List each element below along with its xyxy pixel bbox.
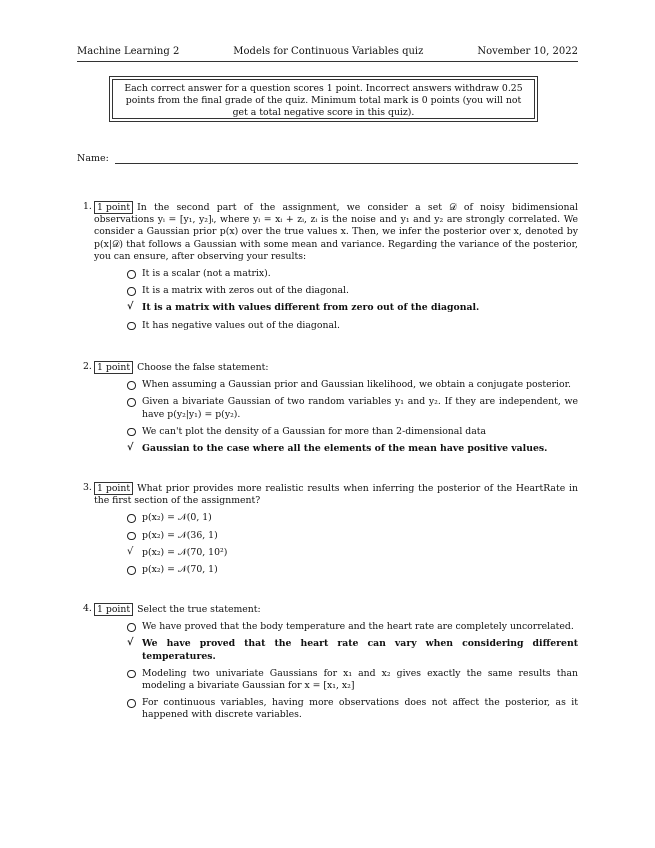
question-number: 4. [83,603,92,614]
option[interactable] [77,512,578,524]
option[interactable] [77,285,578,297]
question-number: 2. [83,361,92,372]
page-header [77,46,578,58]
points-badge: 1 point [94,201,133,214]
option-text: It has negative values out of the diagonal. [142,319,340,331]
radio-circle-icon[interactable] [127,566,136,575]
question-1 [77,201,578,337]
question-number: 3. [83,482,92,493]
option-text: Gaussian to the case where all the elements of the mean have positive values. [142,443,548,455]
question-number: 1. [83,201,92,212]
option[interactable] [77,564,578,576]
radio-circle-icon[interactable] [127,532,136,541]
option-text: p(x₂) = 𝒩(70, 1) [142,564,218,576]
question-text [77,201,578,263]
option-text: Given a bivariate Gaussian of two random variables y₁ and y₂. If they are independent, we have p(y₂|y₁) = p(y₂). [142,396,578,420]
header-rule [77,61,578,62]
option-text: We can't plot the density of a Gaussian for more than 2-dimensional data [142,425,487,437]
option-text: We have proved that the heart rate can vary when considering different temperatures. [142,638,578,662]
option[interactable] [77,268,578,280]
course-name: Machine Learning 2 [77,46,180,57]
radio-circle-icon[interactable] [127,287,136,296]
radio-circle-icon[interactable] [127,428,136,437]
radio-circle-icon[interactable] [127,270,136,279]
radio-circle-icon[interactable] [127,322,136,331]
option[interactable] [77,426,578,438]
question-text [77,361,578,374]
options-list [77,621,578,721]
radio-circle-icon[interactable] [127,699,136,708]
points-badge: 1 point [94,482,133,495]
checkmark-icon: √ [127,637,134,649]
radio-circle-icon[interactable] [127,514,136,523]
option-text: It is a matrix with zeros out of the diagonal. [142,285,349,297]
question-prompt: Select the true statement: [137,604,261,615]
option-correct[interactable] [77,547,578,559]
radio-circle-icon[interactable] [127,381,136,390]
option-text: It is a matrix with values different from zero out of the diagonal. [142,302,480,314]
quiz-date: November 10, 2022 [477,46,578,57]
option-text: p(x₂) = 𝒩(0, 1) [142,512,212,524]
option-text: It is a scalar (not a matrix). [142,268,271,280]
question-4 [77,603,578,727]
option-text: p(x₂) = 𝒩(36, 1) [142,529,218,541]
question-text [77,482,578,507]
option[interactable] [77,320,578,332]
option[interactable] [77,697,578,721]
option-correct[interactable] [77,443,578,455]
question-3 [77,482,578,581]
checkmark-icon: √ [127,301,134,313]
checkmark-icon: √ [127,442,134,454]
option-text: Modeling two univariate Gaussians for x₁ and x₂ gives exactly the same results than modeling a bivariate Gaussian for x = [x₁, x₂] [142,667,578,692]
quiz-title: Models for Continuous Variables quiz [233,46,424,57]
option[interactable] [77,530,578,542]
scoring-notice-box [109,76,538,122]
scoring-notice-text: Each correct answer for a question scores 1 point. Incorrect answers withdraw 0.25 points from the final grade of the quiz. Minimum total mark is 0 points (you will not get a total negative score in this quiz). [112,79,535,119]
points-badge: 1 point [94,603,133,616]
option[interactable] [77,379,578,391]
question-prompt: In the second part of the assignment, we consider a set 𝒟 of noisy bidimensional observations yᵢ = [y₁, y₂]ᵢ, where yᵢ = xᵢ + zᵢ, zᵢ is the noise and y₁ and y₂ are strongly correlated. We consider a Gaussian prior p(x) over the true values x. Then, we infer the posterior over x, denoted by p(x|𝒟) that follows a Gaussian with some mean and variance. Regarding the variance of the posterior, you can ensure, after observing your results: [94,202,578,262]
question-text [77,603,578,616]
question-prompt: What prior provides more realistic results when inferring the posterior of the HeartRate in the first section of the assignment? [94,483,578,507]
option[interactable] [77,396,578,420]
option-text: p(x₂) = 𝒩(70, 10²) [142,546,228,558]
option-text: When assuming a Gaussian prior and Gaussian likelihood, we obtain a conjugate posterior. [142,379,571,391]
option[interactable] [77,621,578,633]
option-text: We have proved that the body temperature and the heart rate are completely uncorrelated. [142,621,574,633]
checkmark-icon: √ [127,545,134,557]
option-correct[interactable] [77,302,578,314]
radio-circle-icon[interactable] [127,623,136,632]
points-badge: 1 point [94,361,133,374]
option-text: For continuous variables, having more observations does not affect the posterior, as it happened with discrete variables. [142,697,578,721]
name-field-row [77,152,578,164]
options-list [77,379,578,455]
options-list [77,512,578,576]
option-correct[interactable] [77,638,578,662]
question-prompt: Choose the false statement: [137,362,269,373]
radio-circle-icon[interactable] [127,398,136,407]
name-field[interactable] [115,155,578,164]
option[interactable] [77,668,578,692]
radio-circle-icon[interactable] [127,670,136,679]
options-list [77,268,578,332]
name-label: Name: [77,153,109,164]
question-2 [77,361,578,460]
